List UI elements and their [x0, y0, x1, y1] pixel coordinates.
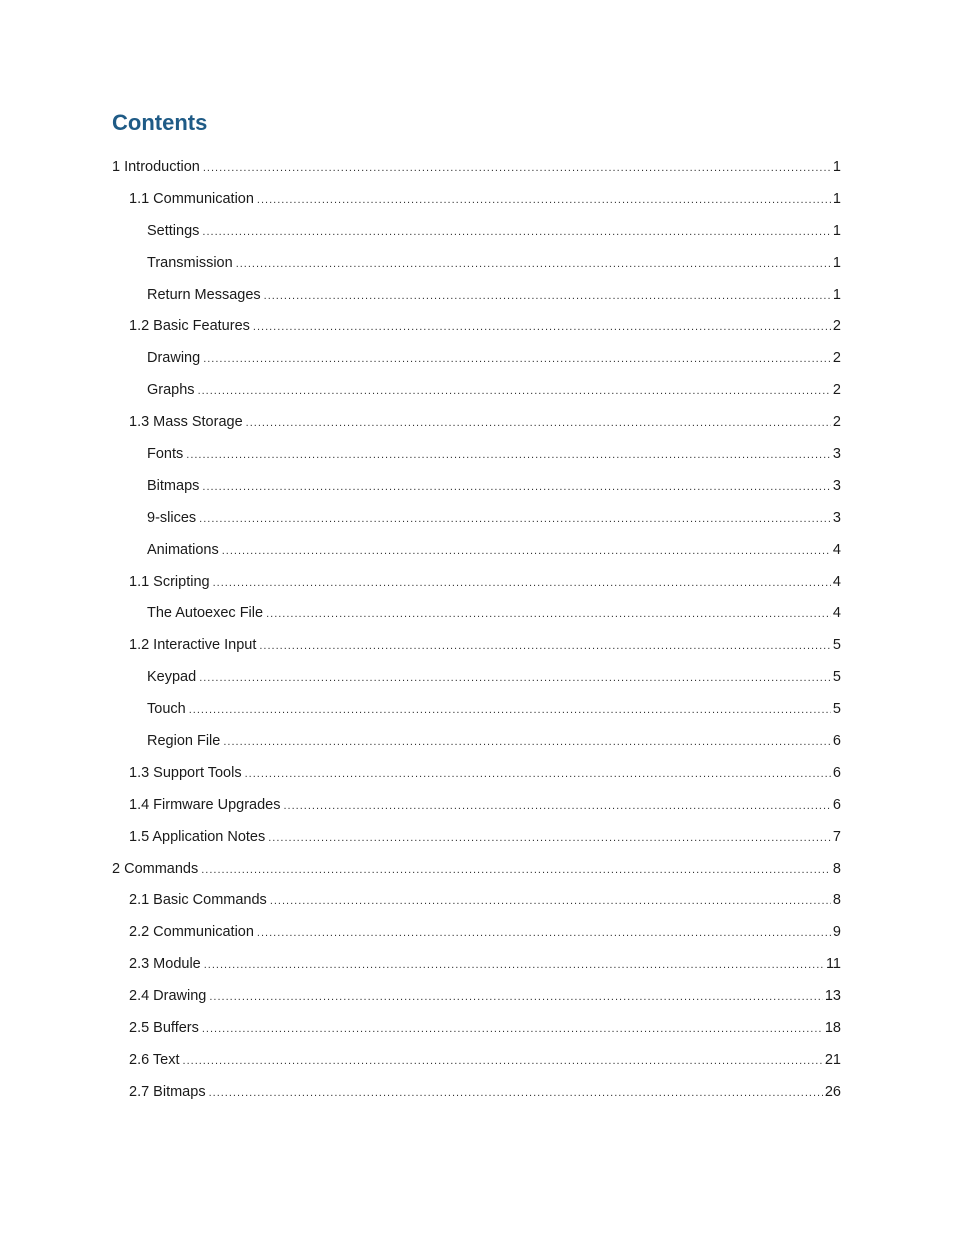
dot-leader: [270, 886, 831, 918]
dot-leader: [266, 599, 831, 631]
toc-entry[interactable]: [112, 1045, 841, 1077]
toc-entry-page-number: 6: [832, 733, 841, 750]
toc-entry[interactable]: [112, 1077, 841, 1109]
toc-entry-label: Region File: [147, 733, 221, 750]
toc-entry[interactable]: [112, 152, 841, 184]
dot-leader: [284, 791, 831, 823]
toc-entry[interactable]: [112, 407, 841, 439]
dot-leader: [209, 1078, 823, 1110]
dot-leader: [257, 185, 831, 217]
toc-entry[interactable]: [112, 216, 841, 248]
toc-entry[interactable]: [112, 630, 841, 662]
dot-leader: [202, 472, 831, 504]
dot-leader: [202, 217, 831, 249]
toc-entry-label: 2.1 Basic Commands: [129, 892, 267, 909]
dot-leader: [245, 759, 831, 791]
toc-entry-label: 1.4 Firmware Upgrades: [129, 796, 281, 813]
toc-entry[interactable]: [112, 375, 841, 407]
toc-entry-page-number: 3: [832, 477, 841, 494]
toc-entry[interactable]: [112, 726, 841, 758]
dot-leader: [199, 663, 831, 695]
toc-entry-page-number: 26: [824, 1083, 841, 1100]
toc-entry[interactable]: [112, 248, 841, 280]
toc-entry-label: 2 Commands: [112, 860, 199, 877]
toc-entry-page-number: 1: [832, 159, 841, 175]
toc-entry-label: 1.5 Application Notes: [129, 828, 266, 845]
toc-entry[interactable]: [112, 567, 841, 599]
toc-entry-label: 9-slices: [147, 509, 197, 526]
toc-entry-page-number: 1: [832, 190, 841, 207]
toc-entry-label: Return Messages: [147, 286, 261, 303]
toc-entry[interactable]: [112, 662, 841, 694]
toc-entry-page-number: 8: [832, 892, 841, 909]
toc-entry-label: 2.5 Buffers: [129, 1020, 199, 1037]
dot-leader: [199, 504, 831, 536]
toc-entry-page-number: 8: [832, 860, 841, 877]
toc-entry-page-number: 5: [832, 637, 841, 654]
table-of-contents: [112, 152, 841, 1109]
toc-entry-page-number: 6: [832, 764, 841, 781]
toc-entry-page-number: 21: [824, 1051, 841, 1068]
toc-entry-page-number: 2: [832, 382, 841, 399]
toc-entry-label: 2.7 Bitmaps: [129, 1083, 206, 1100]
toc-entry-page-number: 11: [825, 956, 841, 973]
toc-entry-label: Graphs: [147, 382, 195, 399]
dot-leader: [264, 281, 831, 313]
toc-entry[interactable]: [112, 1013, 841, 1045]
toc-entry-page-number: 4: [832, 605, 841, 622]
toc-entry-label: Drawing: [147, 350, 201, 367]
toc-entry-label: 1.1 Communication: [129, 190, 254, 207]
toc-entry-page-number: 4: [832, 573, 841, 590]
dot-leader: [203, 344, 831, 376]
toc-entry-page-number: 1: [832, 254, 841, 271]
toc-entry[interactable]: [112, 343, 841, 375]
toc-entry-label: The Autoexec File: [147, 605, 264, 622]
toc-entry-page-number: 2: [832, 318, 841, 335]
toc-entry-label: 2.2 Communication: [129, 924, 254, 941]
toc-entry[interactable]: [112, 184, 841, 216]
dot-leader: [259, 631, 831, 663]
toc-entry-label: 1.2 Basic Features: [129, 318, 250, 335]
toc-entry-label: Fonts: [147, 446, 184, 463]
dot-leader: [268, 823, 831, 855]
toc-entry[interactable]: [112, 949, 841, 981]
dot-leader: [213, 568, 831, 600]
toc-entry-label: Transmission: [147, 254, 233, 271]
dot-leader: [204, 950, 824, 982]
dot-leader: [198, 376, 831, 408]
toc-entry[interactable]: [112, 790, 841, 822]
toc-entry-page-number: 2: [832, 414, 841, 431]
toc-entry[interactable]: [112, 535, 841, 567]
dot-leader: [246, 408, 831, 440]
toc-entry-page-number: 3: [832, 446, 841, 463]
toc-entry[interactable]: [112, 854, 841, 886]
toc-entry-page-number: 6: [832, 796, 841, 813]
dot-leader: [253, 312, 831, 344]
dot-leader: [186, 440, 831, 472]
toc-entry[interactable]: [112, 885, 841, 917]
toc-entry-label: Touch: [147, 701, 186, 718]
toc-entry-label: Animations: [147, 541, 219, 558]
toc-entry[interactable]: [112, 758, 841, 790]
toc-entry[interactable]: [112, 917, 841, 949]
toc-entry-label: 1.3 Mass Storage: [129, 414, 243, 431]
toc-entry-page-number: 9: [832, 924, 841, 941]
toc-entry[interactable]: [112, 439, 841, 471]
dot-leader: [189, 695, 831, 727]
toc-entry-label: 1.3 Support Tools: [129, 764, 242, 781]
toc-entry-label: Settings: [147, 222, 200, 239]
toc-entry-label: Keypad: [147, 669, 197, 686]
toc-entry-page-number: 18: [824, 1020, 841, 1037]
toc-entry[interactable]: [112, 280, 841, 312]
dot-leader: [203, 153, 831, 185]
toc-entry[interactable]: [112, 311, 841, 343]
toc-entry-page-number: 4: [832, 541, 841, 558]
dot-leader: [201, 855, 831, 887]
toc-entry-page-number: 2: [832, 350, 841, 367]
toc-entry-label: 1 Introduction: [112, 159, 200, 175]
page-title: Contents: [112, 110, 208, 135]
dot-leader: [202, 1014, 823, 1046]
toc-entry-page-number: 3: [832, 509, 841, 526]
toc-entry[interactable]: [112, 471, 841, 503]
toc-entry-page-number: 1: [832, 286, 841, 303]
toc-entry[interactable]: [112, 598, 841, 630]
toc-entry-label: 2.3 Module: [129, 956, 201, 973]
toc-entry[interactable]: [112, 694, 841, 726]
toc-entry-label: 2.6 Text: [129, 1051, 180, 1068]
dot-leader: [223, 727, 831, 759]
toc-entry[interactable]: [112, 503, 841, 535]
dot-leader: [209, 982, 822, 1014]
toc-entry-page-number: 5: [832, 701, 841, 718]
toc-entry-page-number: 5: [832, 669, 841, 686]
toc-entry-page-number: 1: [832, 222, 841, 239]
toc-entry-label: 1.2 Interactive Input: [129, 637, 257, 654]
toc-entry-page-number: 7: [832, 828, 841, 845]
toc-entry-label: 1.1 Scripting: [129, 573, 210, 590]
dot-leader: [257, 918, 831, 950]
toc-entry-label: Bitmaps: [147, 477, 200, 494]
toc-entry[interactable]: [112, 981, 841, 1013]
toc-entry[interactable]: [112, 822, 841, 854]
toc-entry-label: 2.4 Drawing: [129, 988, 207, 1005]
toc-entry-page-number: 13: [824, 988, 841, 1005]
dot-leader: [222, 536, 831, 568]
dot-leader: [183, 1046, 823, 1078]
dot-leader: [236, 249, 831, 281]
